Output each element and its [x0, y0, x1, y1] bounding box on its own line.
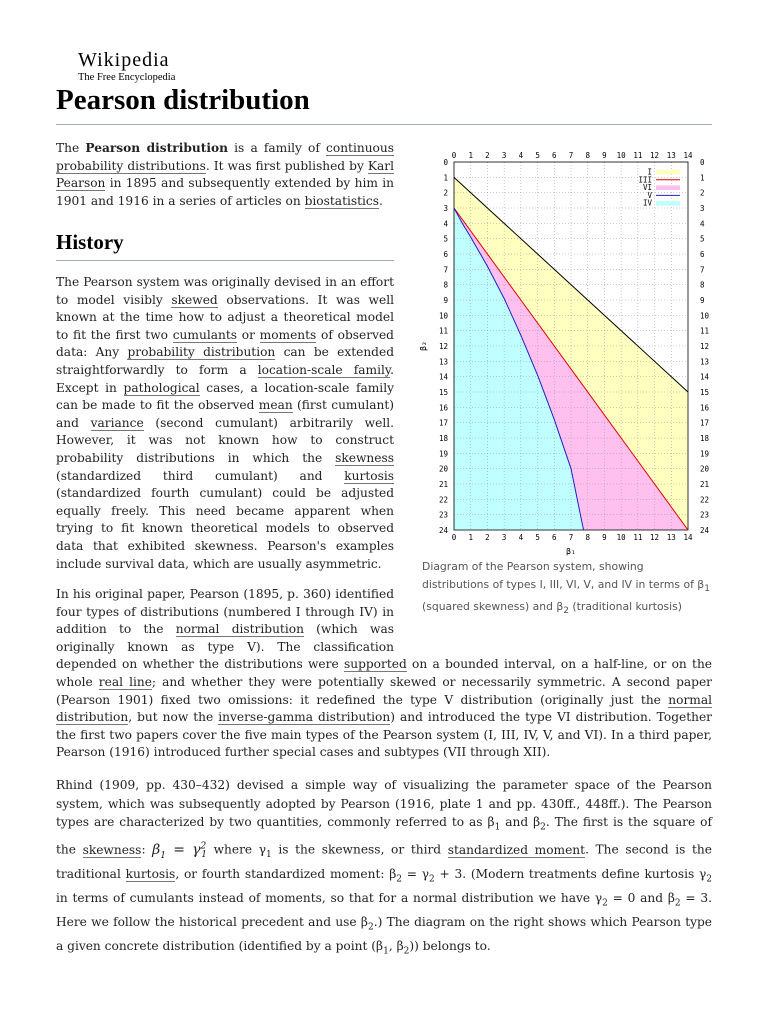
y-tick-label-left: 7: [443, 265, 448, 275]
link-supported[interactable]: supported: [343, 657, 407, 672]
link-location-scale-family[interactable]: location-scale family: [257, 362, 391, 377]
x-tick-label-top: 2: [485, 151, 490, 160]
y-tick-label-right: 22: [700, 495, 710, 505]
x-tick-label-bottom: 6: [552, 533, 557, 542]
y-tick-label-left: 19: [438, 449, 448, 459]
y-tick-label-right: 4: [700, 219, 705, 229]
x-tick-label-top: 11: [633, 151, 643, 160]
intro-paragraph: The Pearson distribution is a family of continuous probability distributions. It was first published by Karl Pearson in 1895 and subsequently extended by him in 1901 and 1916 in a series of articles on biostatistics.: [56, 141, 394, 208]
x-tick-label-top: 9: [602, 151, 607, 160]
link-kurtosis-2[interactable]: kurtosis: [125, 866, 176, 881]
y-tick-label-left: 3: [443, 204, 448, 213]
history-paragraph-2: In his original paper, Pearson (1895, p. 360) identified four types of distributions (numbered I through IV) in addition to the normal distribution (which was originally known as type V). The classification depended on whether the distributions were supported on a bounded interval, on a half-line, or on the whole real line; and whether they were potentially skewed or necessarily symmetric. A second paper (Pearson 1901) fixed two omissions: it redefined the type V distribution (originally just the normal distribution, but now the inverse-gamma distribution) and introduced the type VI distribution. Together the first two papers cover the five main types of the Pearson system (I, III, IV, V, and VI). In a third paper, Pearson (1916) introduced further special cases and subtypes (VII through XII).: [56, 587, 713, 760]
legend-label-v: V: [647, 190, 652, 200]
y-tick-label-left: 16: [438, 403, 448, 413]
y-tick-label-left: 2: [443, 188, 448, 198]
history-paragraph-3: Rhind (1909, pp. 430–432) devised a simple way of visualizing the parameter space of the Pearson system, which was subsequently adopted by Pearson (1916, plate 1 and pp. 430ff., 448ff.). The Pearson types are characterized by two quantities, commonly referred to as $\beta_1$ and $\beta_2$. The first is the square of the skewness: $\beta_1 = \gamma^2_1$ where $\gamma_1$ is the skewness, or third standardized moment. The second is the traditional kurtosis, or fourth standardized moment: $\beta_2 = \gamma_2 + 3$. (Modern treatments define kurtosis $\gamma_2$ in terms of cumulants instead of moments, so that for a normal distribution we have $\gamma_2 = 0$ and $\beta_2 = 3$. Here we follow the historical precedent and use $\beta_2$.) The diagram on the right shows which Pearson type a given concrete distribution (identified by a point ($\beta_1$, $\beta_2$)) belongs to.: [56, 778, 713, 957]
y-tick-label-left: 0: [443, 158, 448, 167]
link-karl-pearson[interactable]: Karl Pearson: [56, 158, 394, 191]
legend-swatch-iv: [656, 201, 680, 206]
y-tick-label-left: 13: [438, 357, 448, 367]
link-variance[interactable]: variance: [90, 415, 144, 430]
y-tick-label-right: 6: [700, 250, 705, 259]
x-tick-label-bottom: 2: [485, 533, 490, 542]
section-heading-history: History: [56, 230, 124, 254]
link-real-line[interactable]: real line: [98, 674, 152, 689]
x-tick-label-bottom: 9: [602, 533, 607, 542]
wikipedia-tagline: The Free Encyclopedia: [78, 72, 176, 83]
legend-label-i: I: [647, 167, 652, 177]
y-tick-label-left: 24: [438, 526, 448, 535]
y-tick-label-left: 15: [438, 388, 448, 397]
y-tick-label-right: 20: [700, 464, 710, 474]
x-tick-label-bottom: 7: [568, 533, 574, 542]
y-tick-label-right: 7: [700, 265, 705, 275]
y-tick-label-right: 14: [700, 372, 710, 382]
y-tick-label-right: 10: [700, 311, 710, 321]
y-tick-label-left: 1: [443, 173, 448, 183]
x-tick-label-bottom: 3: [501, 533, 507, 542]
y-tick-label-right: 24: [700, 526, 710, 535]
history-divider: [56, 260, 394, 261]
link-kurtosis[interactable]: kurtosis: [344, 468, 394, 483]
link-biostatistics[interactable]: biostatistics: [304, 193, 379, 208]
y-tick-label-left: 22: [438, 495, 448, 505]
y-tick-label-right: 23: [700, 510, 710, 520]
y-tick-label-left: 11: [438, 326, 448, 336]
link-normal-distribution-2[interactable]: normal distribution: [56, 692, 712, 725]
y-tick-label-right: 21: [700, 480, 710, 489]
y-tick-label-left: 5: [443, 234, 448, 244]
beta1-formula: $\beta_1 = \gamma^2_1$: [152, 840, 207, 861]
link-normal-distribution[interactable]: normal distribution: [175, 622, 304, 637]
y-tick-label-right: 5: [700, 234, 705, 244]
link-probability-distribution[interactable]: probability distribution: [127, 345, 276, 360]
x-tick-label-top: 4: [518, 151, 524, 160]
x-tick-label-top: 1: [468, 151, 473, 160]
y-tick-label-left: 6: [443, 250, 448, 259]
y-tick-label-right: 16: [700, 403, 710, 413]
x-tick-label-bottom: 10: [616, 533, 626, 542]
y-tick-label-left: 21: [438, 480, 448, 489]
y-tick-label-right: 12: [700, 342, 710, 351]
y-tick-label-right: 3: [700, 204, 705, 213]
x-tick-label-top: 12: [650, 151, 660, 160]
figure-caption: Diagram of the Pearson system, showing distributions of types I, III, VI, V, and IV in terms of $\beta_1$ (squared skewness) and $\beta_2$ (traditional kurtosis): [422, 560, 710, 617]
x-tick-label-top: 0: [451, 151, 457, 160]
link-cumulants[interactable]: cumulants: [172, 327, 237, 342]
x-tick-label-bottom: 13: [666, 533, 676, 542]
link-inverse-gamma-distribution[interactable]: inverse-gamma distribution: [218, 710, 391, 725]
y-tick-label-left: 12: [438, 342, 448, 351]
x-tick-label-top: 13: [666, 151, 676, 160]
y-tick-label-left: 23: [438, 510, 448, 520]
y-tick-label-left: 18: [438, 434, 448, 443]
wikipedia-logo[interactable]: [78, 50, 175, 83]
title-divider: [56, 124, 712, 125]
x-tick-label-bottom: 12: [650, 533, 660, 542]
y-tick-label-left: 14: [438, 372, 448, 382]
y-tick-label-left: 4: [443, 219, 448, 229]
y-tick-label-left: 17: [438, 418, 448, 428]
wikipedia-wordmark: Wikipedia: [78, 49, 170, 71]
y-tick-label-right: 9: [700, 296, 705, 305]
y-tick-label-right: 17: [700, 418, 710, 428]
y-tick-label-right: 18: [700, 434, 710, 443]
link-skewness-2[interactable]: skewness: [82, 842, 142, 857]
y-axis-label: β₂: [419, 341, 428, 351]
x-tick-label-top: 10: [616, 151, 626, 160]
legend-swatch-i: [656, 170, 680, 175]
link-moments[interactable]: moments: [259, 327, 317, 342]
link-skewness[interactable]: skewness: [335, 450, 394, 465]
link-continuous-probability-distributions[interactable]: continuous probability distributions: [56, 141, 394, 173]
link-standardized-moment[interactable]: standardized moment: [447, 842, 586, 857]
x-tick-label-bottom: 5: [535, 533, 540, 542]
x-tick-label-top: 14: [683, 151, 693, 160]
y-tick-label-right: 15: [700, 388, 710, 397]
link-skewed[interactable]: skewed: [171, 292, 218, 307]
x-tick-label-bottom: 0: [451, 533, 457, 542]
x-tick-label-bottom: 4: [518, 533, 524, 542]
x-axis-label: β₁: [566, 547, 576, 556]
y-tick-label-right: 11: [700, 326, 710, 336]
legend-label-iv: IV: [642, 198, 652, 208]
x-tick-label-top: 5: [535, 151, 540, 160]
link-pathological[interactable]: pathological: [123, 380, 200, 395]
y-tick-label-left: 20: [438, 464, 448, 474]
y-tick-label-right: 8: [700, 280, 705, 290]
x-tick-label-top: 7: [568, 151, 574, 160]
y-tick-label-right: 0: [700, 158, 705, 167]
x-tick-label-top: 8: [585, 151, 590, 160]
y-tick-label-right: 1: [700, 173, 705, 183]
link-mean[interactable]: mean: [258, 398, 293, 413]
x-tick-label-bottom: 8: [585, 533, 590, 542]
y-tick-label-right: 2: [700, 188, 705, 198]
legend-label-iii: III: [638, 175, 652, 185]
pearson-diagram: [420, 146, 715, 558]
x-tick-label-top: 6: [552, 151, 557, 160]
x-tick-label-bottom: 1: [468, 533, 473, 542]
x-tick-label-bottom: 14: [683, 533, 693, 542]
legend-swatch-vi: [656, 185, 680, 190]
history-paragraph-1: The Pearson system was originally devised in an effort to model visibly skewed observations. It was well known at the time how to adjust a theoretical model to fit the first two cumulants or moments of observed data: Any probability distribution can be extended straightforwardly to form a location-scale family. Except in pathological cases, a location-scale family can be made to fit the observed mean (first cumulant) and variance (second cumulant) arbitrarily well. However, it was not known how to construct probability distributions in which the skewness (standardized third cumulant) and kurtosis (standardized fourth cumulant) could be adjusted equally freely. This need became apparent when trying to fit known theoretical models to observed data that exhibited skewness. Pearson's examples include survival data, which are usually asymmetric.: [56, 275, 395, 571]
y-tick-label-left: 10: [438, 311, 448, 321]
x-tick-label-bottom: 11: [633, 533, 643, 542]
page-title: Pearson distribution: [56, 84, 310, 116]
y-tick-label-right: 13: [700, 357, 710, 367]
legend-label-vi: VI: [642, 183, 652, 193]
y-tick-label-left: 8: [443, 280, 448, 290]
y-tick-label-left: 9: [443, 296, 448, 305]
y-tick-label-right: 19: [700, 449, 710, 459]
x-tick-label-top: 3: [501, 151, 507, 160]
